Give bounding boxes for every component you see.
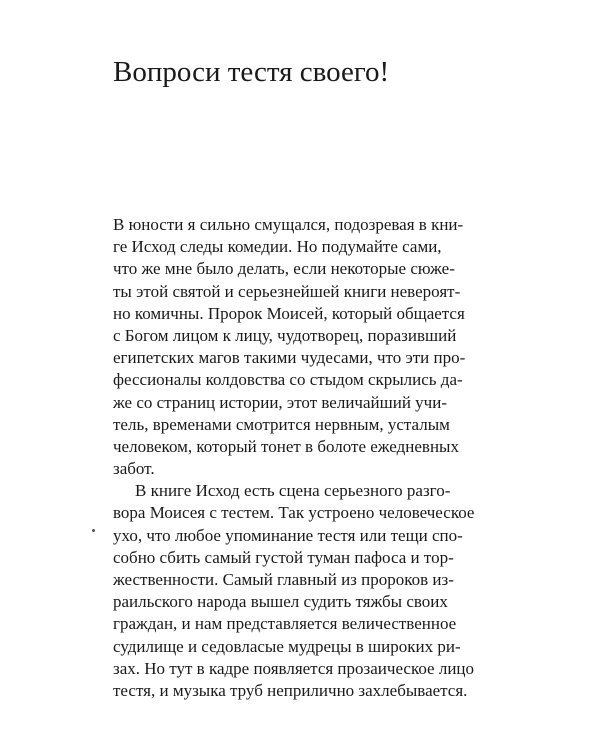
text-line: тель, временами смотрится нервным, усталым [113, 414, 450, 434]
text-line: В книге Исход есть сцена серьезного разго- [135, 481, 451, 501]
paragraph-1 [113, 214, 503, 480]
paragraph-2 [113, 480, 503, 702]
chapter-title: Вопроси тестя своего! [113, 56, 390, 88]
text-line: забот. [113, 459, 155, 479]
text-line: что же мне было делать, если некоторые сюже- [113, 259, 455, 279]
text-line: ты этой святой и серьезнейшей книги невероят- [113, 281, 461, 301]
text-line: зах. Но тут в кадре появляется прозаическое лицо [113, 658, 475, 678]
scan-speck [92, 529, 95, 532]
text-line: ге Исход следы комедии. Но подумайте сами, [113, 237, 442, 257]
text-line: но комичны. Пророк Моисей, который общается [113, 303, 465, 323]
text-line: жественности. Самый главный из пророков из- [113, 570, 454, 589]
text-line: граждан, и нам представляется величественное [113, 614, 457, 634]
text-line: с Богом лицом к лицу, чудотворец, поразивший [113, 325, 457, 345]
text-line: судилище и седовласые мудрецы в широких ри- [113, 636, 461, 656]
chapter-body [113, 214, 503, 702]
text-line: тестя, и музыка труб неприлично захлебывается. [113, 680, 468, 700]
text-line: В юности я сильно смущался, подозревая в кни- [113, 215, 464, 234]
text-line: фессионалы колдовства со стыдом скрылись да- [113, 370, 463, 390]
text-line: собно сбить самый густой туман пафоса и тор- [113, 547, 454, 567]
text-line: раильского народа вышел судить тяжбы своих [113, 592, 448, 612]
text-line: вора Моисея с тестем. Так устроено человеческое [113, 503, 475, 523]
text-line: же со страниц истории, этот величайший учи- [113, 392, 447, 412]
text-line: ухо, что любое упоминание тестя или тещи спо- [113, 525, 463, 545]
text-line: человеком, который тонет в болоте ежедневных [113, 436, 459, 456]
text-line: египетских магов такими чудесами, что эти про- [113, 348, 466, 368]
